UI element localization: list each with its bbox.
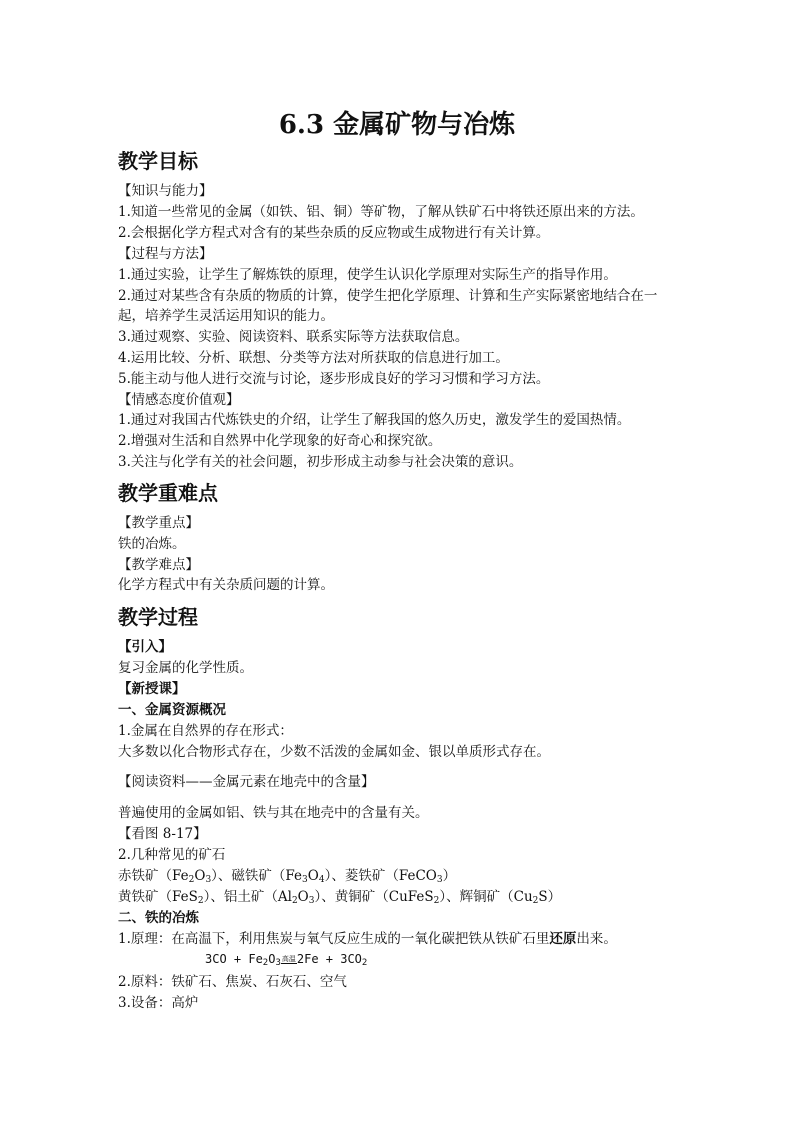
process-item: 起，培养学生灵活运用知识的能力。	[118, 308, 334, 324]
knowledge-label: 【知识与能力】	[118, 183, 213, 199]
process-item: 2.通过对某些含有杂质的物质的计算，使学生把化学原理、计算和生产实际紧密地结合在一	[118, 288, 658, 304]
emotion-item: 3.关注与化学有关的社会问题，初步形成主动参与社会决策的意识。	[118, 454, 523, 470]
process-item: 3.通过观察、实验、阅读资料、联系实际等方法获取信息。	[118, 329, 469, 345]
reading-text: 普遍使用的金属如铝、铁与其在地壳中的含量有关。	[118, 805, 429, 821]
part1-item: 1.金属在自然界的存在形式：	[118, 723, 293, 739]
emotion-item: 2.增强对生活和自然界中化学现象的好奇心和探究欲。	[118, 433, 442, 449]
emotion-item: 1.通过对我国古代炼铁史的介绍，让学生了解我国的悠久历史，激发学生的爱国热情。	[118, 412, 631, 428]
section-heading-keypoints: 教学重难点	[118, 481, 218, 505]
knowledge-item: 1.知道一些常见的金属（如铁、铝、铜）等矿物，了解从铁矿石中将铁还原出来的方法。	[118, 204, 644, 220]
difficult-text: 化学方程式中有关杂质问题的计算。	[118, 577, 334, 593]
part2-heading: 二、铁的冶炼	[118, 910, 199, 926]
ores-heading: 2.几种常见的矿石	[118, 847, 226, 863]
process-item: 5.能主动与他人进行交流与讨论，逐步形成良好的学习习惯和学习方法。	[118, 371, 550, 387]
new-lesson-label: 【新授课】	[118, 681, 186, 697]
reading-label: 【阅读资料——金属元素在地壳中的含量】	[118, 774, 375, 790]
emotion-label: 【情感态度价值观】	[118, 392, 240, 408]
part1-item: 大多数以化合物形式存在，少数不活泼的金属如金、银以单质形式存在。	[118, 744, 550, 760]
process-item: 1.通过实验，让学生了解炼铁的原理，使学生认识化学原理对实际生产的指导作用。	[118, 267, 617, 283]
intro-text: 复习金属的化学性质。	[118, 660, 253, 676]
knowledge-item: 2.会根据化学方程式对含有的某些杂质的反应物或生成物进行有关计算。	[118, 225, 550, 241]
difficult-label: 【教学难点】	[118, 557, 199, 573]
reaction-condition: 高温	[281, 955, 296, 963]
ore-line-1: 赤铁矿$(Fe_2O_3)$、磁铁矿$(Fe_3O_4)$、菱铁矿（FeCO$_3$）	[118, 868, 457, 885]
process-item: 4.运用比较、分析、联想、分类等方法对所获取的信息进行加工。	[118, 350, 509, 366]
process-label: 【过程与方法】	[118, 246, 213, 262]
figure-label: 【看图 8-17】	[118, 826, 207, 842]
section-heading-goals: 教学目标	[118, 149, 198, 173]
key-text: 铁的冶炼。	[118, 536, 186, 552]
ore-line-2: 黄铁矿（FeS$_2$）、铝土矿$(Al_2O_3)$、黄铜矿（CuFeS$_2$）、辉铜矿$(Cu_2S)$	[118, 889, 562, 906]
materials-text: 2.原料：铁矿石、焦炭、石灰石、空气	[118, 974, 347, 990]
intro-label: 【引入】	[118, 639, 172, 655]
part1-heading: 一、金属资源概况	[118, 702, 226, 718]
section-heading-process: 教学过程	[118, 605, 198, 629]
page-title: 6.3 金属矿物与冶炼	[278, 110, 516, 140]
equipment-text: 3.设备：高炉	[118, 995, 199, 1011]
chemical-equation: $3CO + Fe_2O_3$高温$2Fe + 3CO_2$	[205, 952, 368, 968]
principle-text: 1.原理：在高温下，利用焦炭与氧气反应生成的一氧化碳把铁从铁矿石里还原出来。	[118, 931, 617, 947]
key-label: 【教学重点】	[118, 515, 199, 531]
